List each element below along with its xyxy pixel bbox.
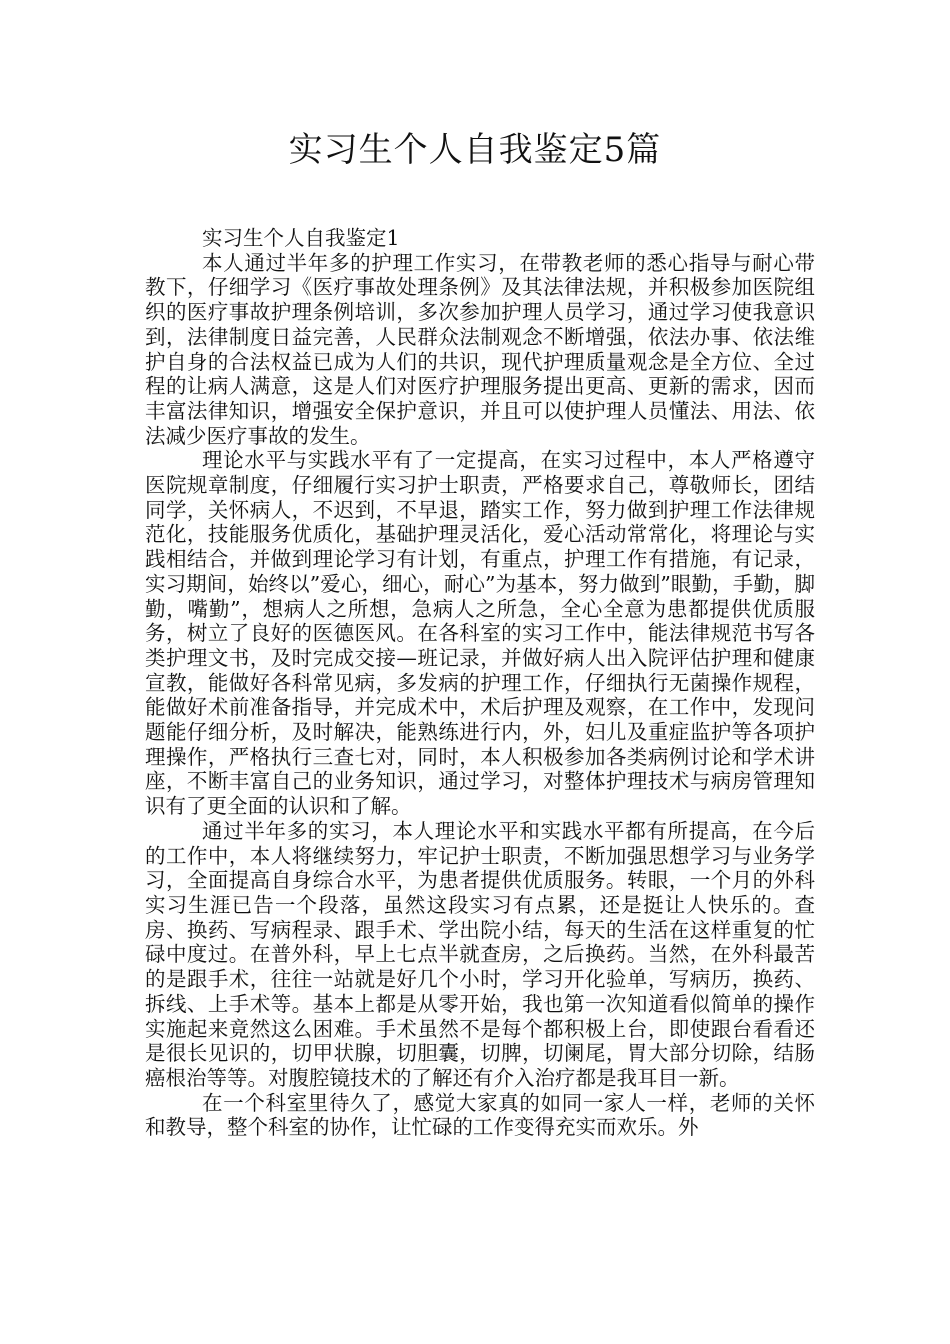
document-body [145,226,815,1140]
paragraph-3: 通过半年多的实习，本人理论水平和实践水平都有所提高，在今后的工作中，本人将继续努力，牢记护士职责，不断加强思想学习与业务学习，全面提高自身综合水平，为患者提供优质服务。转眼，一个月的外科实习生涯已告一个段落，虽然这段实习有点累，还是挺让人快乐的。查房、换药、写病程录、跟手术、学出院小结，每天的生活在这样重复的忙碌中度过。在普外科，早上七点半就查房，之后换药。当然，在外科最苦的是跟手术，往往一站就是好几个小时，学习开化验单，写病历，换药、拆线、上手术等。基本上都是从零开始，我也第一次知道看似简单的操作实施起来竟然这么困难。手术虽然不是每个都积极上台，即使跟台看看还是很长见识的，切甲状腺，切胆囊，切脾，切阑尾，胃大部分切除，结肠癌根治等等。对腹腔镜技术的了解还有介入治疗都是我耳目一新。 [145,818,815,1090]
paragraph-4: 在一个科室里待久了，感觉大家真的如同一家人一样，老师的关怀和教导，整个科室的协作，让忙碌的工作变得充实而欢乐。外 [145,1090,815,1140]
document-title: 实习生个人自我鉴定5篇 [288,130,662,170]
paragraph-1: 本人通过半年多的护理工作实习，在带教老师的悉心指导与耐心带教下，仔细学习《医疗事故处理条例》及其法律法规，并积极参加医院组织的医疗事故护理条例培训，多次参加护理人员学习，通过学习使我意识到，法律制度日益完善，人民群众法制观念不断增强，依法办事、依法维护自身的合法权益已成为人们的共识，现代护理质量观念是全方位、全过程的让病人满意，这是人们对医疗护理服务提出更高、更新的需求，因而丰富法律知识，增强安全保护意识，并且可以使护理人员懂法、用法、依法减少医疗事故的发生。 [145,250,815,448]
paragraph-2: 理论水平与实践水平有了一定提高，在实习过程中，本人严格遵守医院规章制度，仔细履行实习护士职责，严格要求自己，尊敬师长，团结同学，关怀病人，不迟到，不早退，踏实工作，努力做到护理工作法律规范化，技能服务优质化，基础护理灵活化，爱心活动常常化，将理论与实践相结合，并做到理论学习有计划，有重点，护理工作有措施，有记录，实习期间，始终以”爱心，细心，耐心”为基本，努力做到”眼勤，手勤，脚勤，嘴勤”，想病人之所想，急病人之所急，全心全意为患都提供优质服务，树立了良好的医德医风。在各科室的实习工作中，能法律规范书写各类护理文书，及时完成交接—班记录，并做好病人出入院评估护理和健康宣教，能做好各科常见病，多发病的护理工作，仔细执行无菌操作规程，能做好术前准备指导，并完成术中，术后护理及观察，在工作中，发现问题能仔细分析，及时解决，能熟练进行内，外，妇儿及重症监护等各项护理操作，严格执行三查七对，同时，本人积极参加各类病例讨论和学术讲座，不断丰富自己的业务知识，通过学习，对整体护理技术与病房管理知识有了更全面的认识和了解。 [145,448,815,819]
section-heading: 实习生个人自我鉴定1 [202,226,400,250]
